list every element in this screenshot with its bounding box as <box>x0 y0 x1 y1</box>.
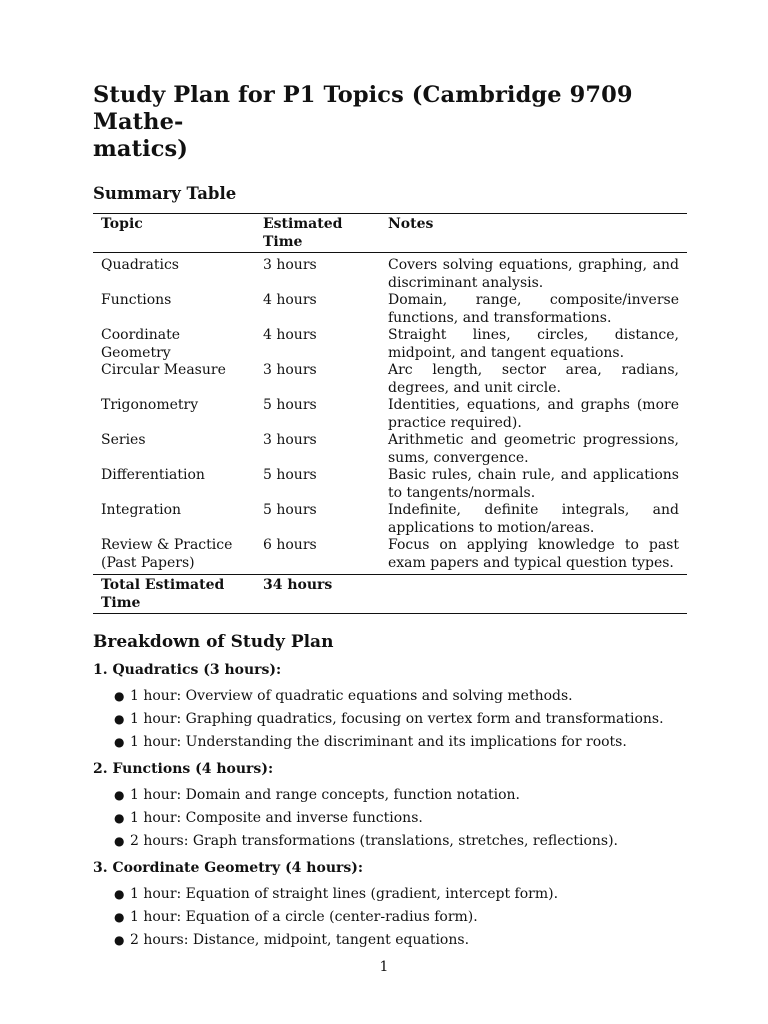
summary-table-footer <box>93 575 687 614</box>
table-row <box>93 253 687 293</box>
summary-table-header <box>93 214 687 253</box>
bullet-icon: ● <box>114 735 125 749</box>
table-row <box>93 292 687 327</box>
table-row <box>93 362 687 397</box>
table-row <box>93 432 687 467</box>
list-item <box>114 932 687 949</box>
section-title: 2. Functions (4 hours): <box>93 761 274 777</box>
summary-table <box>93 213 687 614</box>
row-time: 3 hours <box>263 257 317 273</box>
row-time: 5 hours <box>263 397 317 413</box>
header-notes: Notes <box>388 216 434 232</box>
list-item-text: 2 hours: Graph transformations (translations, stretches, reflections). <box>130 833 619 849</box>
total-notes-empty <box>380 575 687 614</box>
list-item <box>114 886 687 903</box>
header-time-line-1: Estimated <box>263 216 343 232</box>
list-item-text: 1 hour: Understanding the discriminant and its implications for roots. <box>130 734 627 750</box>
bullet-icon: ● <box>114 887 125 901</box>
row-time: 4 hours <box>263 327 317 343</box>
page-number: 1 <box>379 959 389 975</box>
page-title-line-1: Study Plan for P1 Topics (Cambridge 9709 Mathe- <box>93 82 633 135</box>
row-topic: Functions <box>101 292 172 308</box>
bullet-list <box>93 886 687 949</box>
summary-heading: Summary Table <box>93 184 237 203</box>
list-item-text: 2 hours: Distance, midpoint, tangent equations. <box>130 932 470 948</box>
table-row <box>93 537 687 575</box>
total-label: Total Estimated Time <box>101 577 225 611</box>
section-title: 1. Quadratics (3 hours): <box>93 662 282 678</box>
list-item-text: 1 hour: Overview of quadratic equations and solving methods. <box>130 688 573 704</box>
section-coordinate-geometry <box>93 860 687 949</box>
row-topic: Quadratics <box>101 257 179 273</box>
list-item <box>114 810 687 827</box>
total-row <box>93 575 687 614</box>
row-notes: Domain, range, composite/inverse functions, and transformations. <box>388 292 679 326</box>
table-row <box>93 327 687 362</box>
list-item <box>114 711 687 728</box>
row-notes: Basic rules, chain rule, and applications to tangents/normals. <box>388 467 679 501</box>
row-topic: Review & Practice (Past Papers) <box>101 537 233 571</box>
list-item-text: 1 hour: Composite and inverse functions. <box>130 810 423 826</box>
header-time-line-2: Time <box>263 233 303 250</box>
section-quadratics <box>93 662 687 751</box>
bullet-icon: ● <box>114 933 125 947</box>
bullet-icon: ● <box>114 834 125 848</box>
bullet-icon: ● <box>114 689 125 703</box>
row-time: 5 hours <box>263 467 317 483</box>
row-time: 3 hours <box>263 432 317 448</box>
row-time: 6 hours <box>263 537 317 553</box>
row-topic: Coordinate Geometry <box>101 327 180 361</box>
breakdown-heading: Breakdown of Study Plan <box>93 632 334 652</box>
section-functions <box>93 761 687 850</box>
bullet-icon: ● <box>114 788 125 802</box>
total-value: 34 hours <box>263 577 333 593</box>
list-item-text: 1 hour: Graphing quadratics, focusing on vertex form and transformations. <box>130 711 664 727</box>
row-topic: Circular Measure <box>101 362 226 378</box>
summary-table-body <box>93 253 687 575</box>
bullet-list <box>93 787 687 850</box>
page-title <box>93 82 687 163</box>
row-time: 3 hours <box>263 362 317 378</box>
list-item <box>114 787 687 804</box>
table-row <box>93 502 687 537</box>
table-row <box>93 397 687 432</box>
row-time: 5 hours <box>263 502 317 518</box>
list-item <box>114 909 687 926</box>
row-notes: Indefinite, definite integrals, and applications to motion/areas. <box>388 502 679 536</box>
bullet-icon: ● <box>114 910 125 924</box>
header-topic: Topic <box>101 216 143 232</box>
row-topic: Series <box>101 432 146 448</box>
row-notes: Identities, equations, and graphs (more practice required). <box>388 397 679 431</box>
bullet-icon: ● <box>114 811 125 825</box>
list-item-text: 1 hour: Equation of straight lines (gradient, intercept form). <box>130 886 559 902</box>
list-item <box>114 833 687 850</box>
row-topic: Differentiation <box>101 467 205 483</box>
header-row <box>93 214 687 253</box>
row-notes: Arithmetic and geometric progressions, sums, convergence. <box>388 432 679 466</box>
row-topic: Trigonometry <box>101 397 199 413</box>
section-title: 3. Coordinate Geometry (4 hours): <box>93 860 364 876</box>
row-time: 4 hours <box>263 292 317 308</box>
list-item <box>114 688 687 705</box>
page-title-line-2: matics) <box>93 136 189 162</box>
row-topic: Integration <box>101 502 182 518</box>
row-notes: Covers solving equations, graphing, and discriminant analysis. <box>388 257 679 291</box>
bullet-icon: ● <box>114 712 125 726</box>
header-estimated-time <box>255 214 380 253</box>
row-notes: Straight lines, circles, distance, midpoint, and tangent equations. <box>388 327 679 361</box>
row-notes: Focus on applying knowledge to past exam papers and typical question types. <box>388 537 679 571</box>
list-item-text: 1 hour: Equation of a circle (center-radius form). <box>130 909 478 925</box>
bullet-list <box>93 688 687 751</box>
list-item-text: 1 hour: Domain and range concepts, function notation. <box>130 787 520 803</box>
list-item <box>114 734 687 751</box>
table-row <box>93 467 687 502</box>
document-page <box>93 82 687 955</box>
row-notes: Arc length, sector area, radians, degrees, and unit circle. <box>388 362 679 396</box>
